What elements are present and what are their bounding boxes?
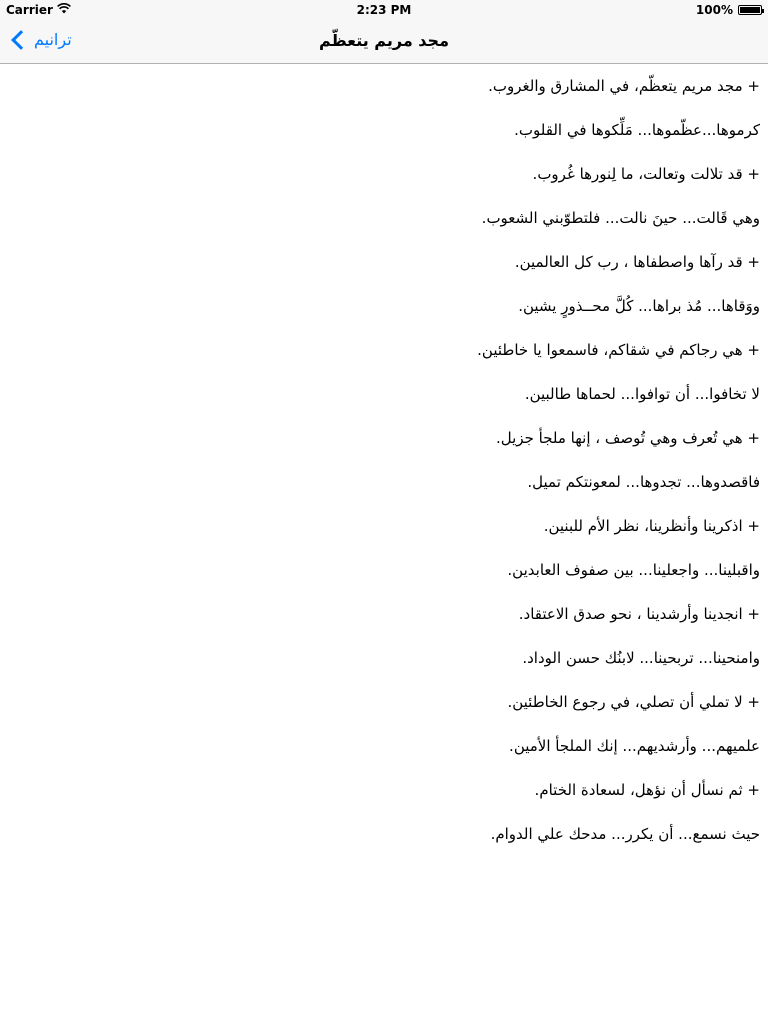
hymn-line: ووَقاها... مُذ براها... كُلَّ محــذورٍ يشين. xyxy=(518,297,760,315)
hymn-line: + لا تملي أن تصلي، في رجوع الخاطئين. xyxy=(507,693,760,711)
battery-icon xyxy=(738,5,762,15)
hymn-line: + هي تُعرف وهي تُوصف ، إنها ملجأ جزيل. xyxy=(496,429,760,447)
battery-info xyxy=(696,3,762,17)
battery-fill xyxy=(740,7,760,13)
hymn-line: واقبلينا... واجعلينا... بين صفوف العابدين. xyxy=(507,561,760,579)
navigation-bar xyxy=(0,20,768,64)
hymn-line: + قد تلالت وتعالت، ما لِنورها غُروب. xyxy=(532,165,760,183)
hymn-line: وامنحينا... تربحينا... لابنُك حسن الوداد. xyxy=(522,649,760,667)
hymn-line: + ثم نسأل أن نؤهل، لسعادة الختام. xyxy=(534,781,760,799)
status-time: 2:23 PM xyxy=(356,3,412,17)
hymn-line: + اذكرينا وأنظرينا، نظر الأم للبنين. xyxy=(543,517,760,535)
carrier-label: Carrier xyxy=(6,3,53,17)
hymn-line: كرموها...عظّموها... مَلِّكوها في القلوب. xyxy=(514,121,760,139)
hymn-line: + انجدينا وأرشدينا ، نحو صدق الاعتقاد. xyxy=(518,605,760,623)
hymn-line: + مجد مريم يتعظّم، في المشارق والغروب. xyxy=(488,77,760,95)
hymn-line: فاقصدوها... تجدوها... لمعونتكم تميل. xyxy=(527,473,760,491)
hymn-line: علميهم... وأرشديهم... إنك الملجأ الأمين. xyxy=(509,737,760,755)
hymn-line: + هي رجاكم في شقاكم، فاسمعوا يا خاطئين. xyxy=(477,341,760,359)
hymn-line: لا تخافوا... أن توافوا... لحماها طالبين. xyxy=(524,385,760,403)
hymn-line: حيث نسمع... أن يكرر... مدحك علي الدوام. xyxy=(490,825,760,843)
status-bar xyxy=(0,0,768,20)
hymn-line: وهي قَالت... حينَ نالت... فلتطوّبني الشعوب. xyxy=(481,209,760,227)
back-button-label: ترانيم xyxy=(34,30,72,49)
hymn-line: + قد رآها واصطفاها ، رب كل العالمين. xyxy=(514,253,760,271)
battery-percent: 100% xyxy=(695,3,733,17)
hymn-text xyxy=(0,66,768,858)
page-title: مجد مريم يتعظّم xyxy=(319,31,449,50)
